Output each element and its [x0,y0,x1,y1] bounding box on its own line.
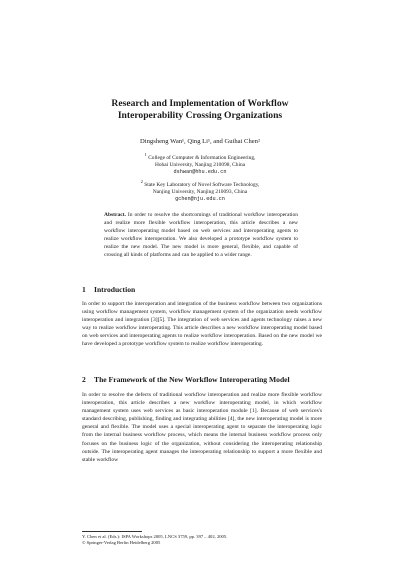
affiliation-2-line-1: State Key Laboratory of Novel Software Technology, [144,181,260,188]
affiliation-2 [70,178,330,203]
affiliation-2-marker: 2 [140,178,143,184]
title-line-1: Research and Implementation of Workflow [111,98,289,109]
affiliation-1-line-2: Hohai University, Nanjing 210098, China [154,161,246,168]
section-2-title: The Framework of the New Workflow Interoperating Model [94,375,290,384]
author-list: Dingsheng Wan¹, Qing Li¹, and Guihai Chen² [140,138,260,145]
affiliation-1 [70,151,330,176]
abstract-text: In order to resolve the shortcomings of traditional workflow interoperation and realize more flexible workflow interoperation, this article describes a new workflow interoperating model based on web services and interoperating agents to realize workflow interoperation. We also developed a prototype workflow system to realize the new model. The new model is more general, flexible, and capable of crossing all kinds of platforms and can be applied to a wider range. [104,212,299,258]
affiliations [70,151,330,205]
section-1-number: 1 [82,285,86,294]
affiliation-2-email: gchen@nju.edu.cn [175,195,225,202]
section-2-number: 2 [82,375,86,384]
section-1-paragraph: In order to support the interoperation and integration of the business workflow between two organizations using workflow management system, workflow management system of the organization needs workflow interoperation and integration [3][5]. The integration of web services and agents technology raises a new way to realize workflow interoperating. This article describes a new workflow interoperating model based on web services and interoperating agents to realize workflow interoperation. Based on the new model we have developed a prototype workflow system to realize workflow interoperating. [82,301,322,348]
footnote-divider [82,531,142,532]
paper-title [70,98,330,122]
affiliation-2-line-2: Nanjing University, Nanjing 210093, China [152,188,248,195]
section-1-heading [82,285,135,294]
section-2-heading [82,375,290,384]
affiliation-1-email: dshwan@hhu.edu.cn [173,168,227,175]
abstract [104,211,298,259]
affiliation-1-line-1: College of Computer & Information Engineering, [148,154,256,161]
title-line-2: Interoperability Crossing Organizations [117,110,283,121]
section-1-title: Introduction [94,285,136,294]
abstract-label: Abstract. [104,212,126,218]
footnote-citation: Y. Chen et al. (Eds.): ISPA Workshops 2005, LNCS 3759, pp. 397 – 402, 2005. [82,534,228,539]
affiliation-1-marker: 1 [144,152,147,157]
section-2-paragraph: In order to resolve the defects of traditional workflow interoperation and realize more flexible workflow interoperation, this article describes a new workflow interoperating model, in which workflow management system uses web services as basic interoperation module [1]. Because of web services's standard describing, publishing, finding and integrating abilities [4], the new interoperating model is more general and flexible. The model uses a special interoperating agent to separate the interoperating logic from the internal business workflow process, which means the internal business workflow process only focuses on the business logic of the organization, without considering the interoperating relationship outside. The interoperating agent manages the interoperating relationship to support a more flexible and stable workflow [82,392,322,463]
footnote-copyright: © Springer-Verlag Berlin Heidelberg 2005 [82,540,161,545]
